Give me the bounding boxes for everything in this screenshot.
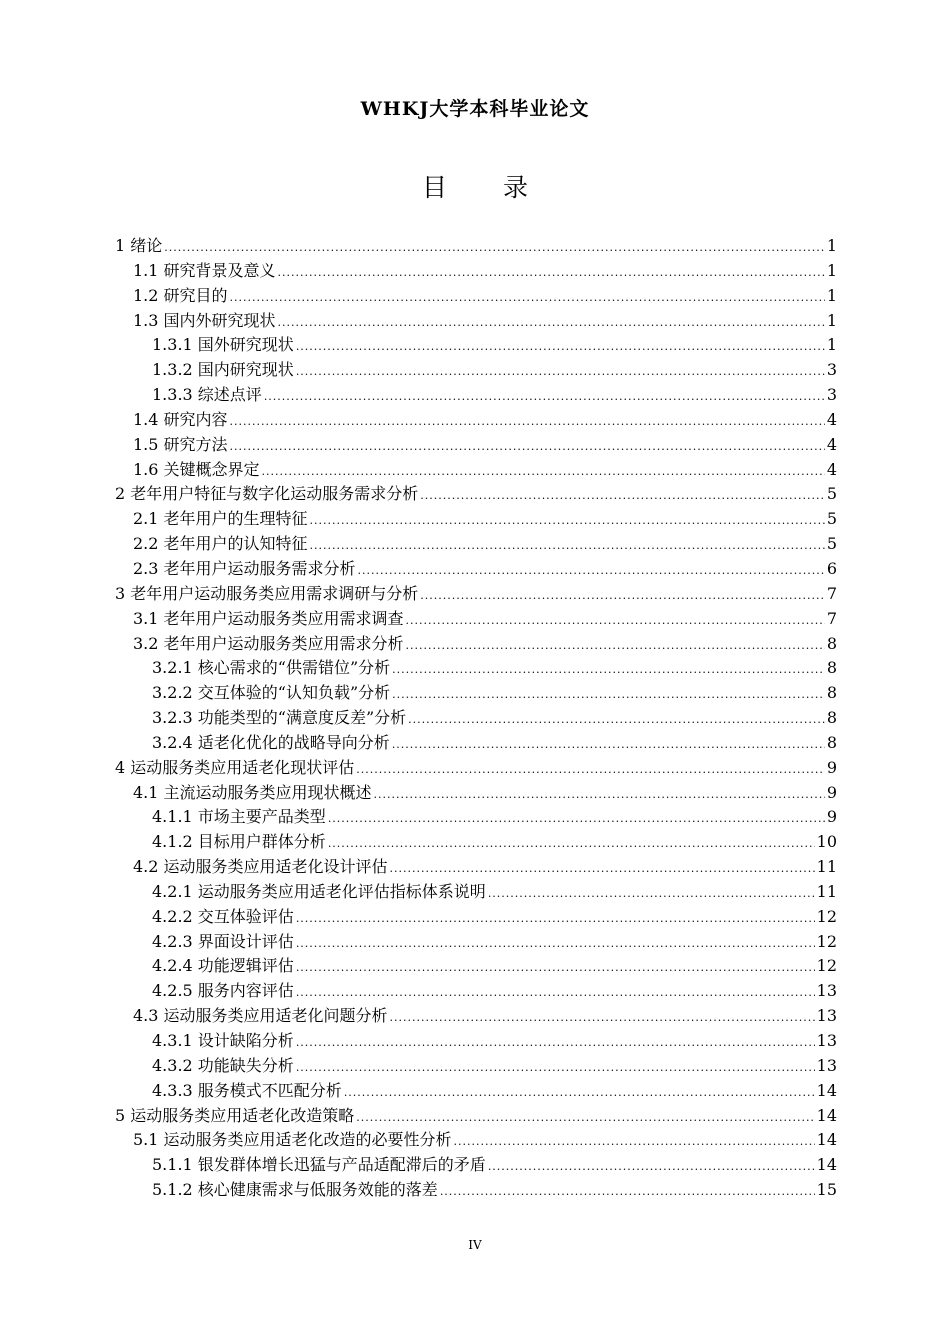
toc-entry-page: 9 [826, 782, 837, 802]
toc-entry-title: 3.2.4 适老化优化的战略导向分析 [152, 732, 390, 752]
toc-entry[interactable] [115, 259, 837, 284]
toc-leader-dots [296, 360, 825, 385]
toc-leader-dots [392, 733, 825, 758]
toc-entry-page: 1 [826, 310, 837, 330]
toc-entry[interactable] [115, 607, 837, 632]
toc-entry-page: 6 [826, 558, 837, 578]
toc-leader-dots [488, 882, 815, 907]
toc-leader-dots [296, 932, 815, 957]
toc-leader-dots [390, 857, 815, 882]
toc-leader-dots [296, 981, 815, 1006]
toc-entry[interactable] [115, 855, 837, 880]
toc-entry-page: 7 [826, 608, 837, 628]
toc-entry-page: 8 [826, 633, 837, 653]
toc-entry[interactable] [115, 905, 837, 930]
toc-leader-dots [310, 534, 825, 559]
toc-entry-title: 4 运动服务类应用适老化现状评估 [115, 757, 355, 777]
toc-entry-title: 4.1.1 市场主要产品类型 [152, 807, 326, 827]
toc-entry[interactable] [115, 482, 837, 507]
toc-entry[interactable] [115, 234, 837, 259]
toc-entry[interactable] [115, 1128, 837, 1153]
toc-entry-title: 2.1 老年用户的生理特征 [133, 509, 308, 529]
toc-entry[interactable] [115, 383, 837, 408]
toc-entry-page: 7 [826, 583, 837, 603]
toc-leader-dots [358, 559, 825, 584]
toc-entry-page: 5 [826, 534, 837, 554]
toc-entry[interactable] [115, 1178, 837, 1203]
toc-entry-page: 13 [816, 1055, 837, 1075]
toc-leader-dots [328, 832, 815, 857]
toc-entry-page: 12 [816, 931, 837, 951]
toc-entry-title: 4.2.4 功能逻辑评估 [152, 956, 294, 976]
toc-entry-title: 5.1.1 银发群体增长迅猛与产品适配滞后的矛盾 [152, 1155, 486, 1175]
toc-entry[interactable] [115, 880, 837, 905]
toc-entry-title: 4.2.1 运动服务类应用适老化评估指标体系说明 [152, 881, 486, 901]
toc-leader-dots [408, 708, 825, 733]
toc-entry-page: 5 [826, 509, 837, 529]
toc-entry[interactable] [115, 507, 837, 532]
toc-entry-page: 12 [816, 956, 837, 976]
toc-entry[interactable] [115, 756, 837, 781]
toc-entry-title: 4.2.5 服务内容评估 [152, 981, 294, 1001]
toc-leader-dots [454, 1130, 815, 1155]
toc-entry-page: 1 [826, 335, 837, 355]
toc-leader-dots [230, 286, 825, 311]
toc-entry-page: 11 [816, 857, 837, 877]
toc-entry[interactable] [115, 681, 837, 706]
toc-entry[interactable] [115, 1004, 837, 1029]
toc-entry[interactable] [115, 284, 837, 309]
toc-leader-dots [440, 1180, 815, 1205]
toc-entry[interactable] [115, 656, 837, 681]
toc-entry-page: 1 [826, 285, 837, 305]
toc-entry[interactable] [115, 805, 837, 830]
toc-title: 目 录 [422, 173, 552, 202]
toc-entry-title: 2.2 老年用户的认知特征 [133, 534, 308, 554]
toc-leader-dots [230, 435, 825, 460]
toc-entry[interactable] [115, 582, 837, 607]
toc-entry[interactable] [115, 1054, 837, 1079]
toc-entry-page: 13 [816, 1031, 837, 1050]
toc-entry-page: 13 [816, 1006, 837, 1026]
toc-entry-title: 4.1.2 目标用户群体分析 [152, 832, 326, 852]
toc-entry-page: 10 [816, 832, 837, 852]
toc-leader-dots [390, 1006, 815, 1031]
toc-leader-dots [278, 311, 825, 336]
toc-entry-title: 3 老年用户运动服务类应用需求调研与分析 [115, 583, 419, 603]
toc-leader-dots [296, 1031, 815, 1056]
toc-entry-page: 14 [816, 1105, 837, 1125]
toc-entry-title: 1.3.2 国内研究现状 [152, 360, 294, 380]
toc-entry[interactable] [115, 557, 837, 582]
toc-entry-title: 1.3.1 国外研究现状 [152, 335, 294, 355]
thesis-header: WHKJ大学本科毕业论文 [360, 98, 590, 120]
toc-leader-dots [296, 1056, 815, 1081]
toc-entry[interactable] [115, 1153, 837, 1178]
toc-leader-dots [392, 683, 825, 708]
toc-leader-dots [296, 956, 815, 981]
toc-leader-dots [392, 658, 825, 683]
toc-entry-title: 4.3.1 设计缺陷分析 [152, 1031, 294, 1050]
toc-entry[interactable] [115, 532, 837, 557]
toc-entry[interactable] [115, 930, 837, 955]
toc-leader-dots [310, 509, 825, 534]
toc-entry-title: 1.3 国内外研究现状 [133, 310, 276, 330]
toc-entry-title: 1.4 研究内容 [133, 409, 228, 429]
toc-entry-page: 8 [826, 708, 837, 728]
toc-entry-page: 9 [826, 757, 837, 777]
toc-entry-title: 3.2 老年用户运动服务类应用需求分析 [133, 633, 404, 653]
toc-entry[interactable] [115, 731, 837, 756]
toc-leader-dots [230, 410, 825, 435]
toc-entry-title: 4.3.3 服务模式不匹配分析 [152, 1080, 342, 1100]
toc-leader-dots [420, 584, 825, 609]
toc-entry-title: 4.2.3 界面设计评估 [152, 931, 294, 951]
toc-entry-title: 4.3.2 功能缺失分析 [152, 1055, 294, 1075]
toc-leader-dots [406, 609, 825, 634]
toc-entry-title: 1.1 研究背景及意义 [133, 260, 276, 280]
toc-entry-page: 14 [816, 1155, 837, 1175]
toc-entry-title: 1 绪论 [115, 236, 163, 255]
toc-entry[interactable] [115, 706, 837, 731]
toc-entry[interactable] [115, 1079, 837, 1104]
toc-leader-dots [262, 460, 825, 485]
page-number: IV [468, 1238, 482, 1252]
toc-entry-title: 4.3 运动服务类应用适老化问题分析 [133, 1006, 388, 1026]
toc-leader-dots [406, 634, 825, 659]
toc-entry-title: 4.2 运动服务类应用适老化设计评估 [133, 857, 388, 877]
toc-entry-title: 5 运动服务类应用适老化改造策略 [115, 1105, 355, 1125]
toc-entry[interactable] [115, 458, 837, 483]
toc-leader-dots [296, 907, 815, 932]
toc-entry-page: 14 [816, 1080, 837, 1100]
toc-entry-page: 4 [826, 459, 837, 479]
toc-entry-title: 3.1 老年用户运动服务类应用需求调查 [133, 608, 404, 628]
toc-entry-title: 1.2 研究目的 [133, 285, 228, 305]
toc-entry[interactable] [115, 781, 837, 806]
toc-entry-page: 1 [826, 260, 837, 280]
toc-entry-title: 3.2.2 交互体验的“认知负载”分析 [152, 683, 391, 703]
toc-entry-title: 3.2.3 功能类型的“满意度反差”分析 [152, 708, 407, 728]
toc-entry-page: 4 [826, 409, 837, 429]
toc-entry-page: 11 [816, 881, 837, 901]
toc-entry-title: 1.5 研究方法 [133, 434, 228, 454]
toc-entry[interactable] [115, 979, 837, 1004]
toc-entry-page: 4 [826, 434, 837, 454]
toc-entry-title: 3.2.1 核心需求的“供需错位”分析 [152, 658, 391, 678]
toc-entry-title: 1.3.3 综述点评 [152, 385, 262, 405]
toc-entry[interactable] [115, 830, 837, 855]
toc-leader-dots [296, 335, 825, 360]
toc-entry[interactable] [115, 954, 837, 979]
toc-leader-dots [420, 484, 825, 509]
toc-entry[interactable] [115, 1104, 837, 1129]
toc-entry[interactable] [115, 333, 837, 358]
toc-entry[interactable] [115, 632, 837, 657]
toc-leader-dots [164, 236, 825, 261]
toc-entry-page: 8 [826, 658, 837, 678]
toc-entry-page: 13 [816, 981, 837, 1001]
toc-entry-page: 3 [826, 385, 837, 405]
toc-entry-page: 15 [816, 1180, 837, 1200]
table-of-contents [115, 234, 837, 1203]
toc-leader-dots [264, 385, 825, 410]
toc-entry-page: 8 [826, 732, 837, 752]
toc-entry-title: 2 老年用户特征与数字化运动服务需求分析 [115, 484, 419, 504]
toc-entry[interactable] [115, 358, 837, 383]
toc-entry[interactable] [115, 433, 837, 458]
toc-entry[interactable] [115, 1029, 837, 1054]
toc-entry-page: 3 [826, 360, 837, 380]
toc-entry-page: 8 [826, 683, 837, 703]
toc-leader-dots [328, 807, 825, 832]
toc-leader-dots [356, 1106, 814, 1131]
toc-entry-page: 14 [816, 1130, 837, 1150]
toc-entry-title: 4.2.2 交互体验评估 [152, 906, 294, 926]
toc-entry-title: 2.3 老年用户运动服务需求分析 [133, 558, 356, 578]
toc-leader-dots [278, 261, 825, 286]
toc-entry-title: 5.1 运动服务类应用适老化改造的必要性分析 [133, 1130, 452, 1150]
toc-entry-page: 9 [826, 807, 837, 827]
toc-entry-title: 1.6 关键概念界定 [133, 459, 260, 479]
toc-leader-dots [344, 1081, 815, 1106]
toc-entry[interactable] [115, 309, 837, 334]
toc-entry-title: 4.1 主流运动服务类应用现状概述 [133, 782, 372, 802]
toc-leader-dots [356, 758, 825, 783]
toc-entry-page: 1 [826, 236, 837, 255]
toc-entry-title: 5.1.2 核心健康需求与低服务效能的落差 [152, 1180, 438, 1200]
toc-entry[interactable] [115, 408, 837, 433]
toc-entry-page: 12 [816, 906, 837, 926]
toc-leader-dots [374, 783, 825, 808]
toc-leader-dots [488, 1155, 815, 1180]
toc-entry-page: 5 [826, 484, 837, 504]
